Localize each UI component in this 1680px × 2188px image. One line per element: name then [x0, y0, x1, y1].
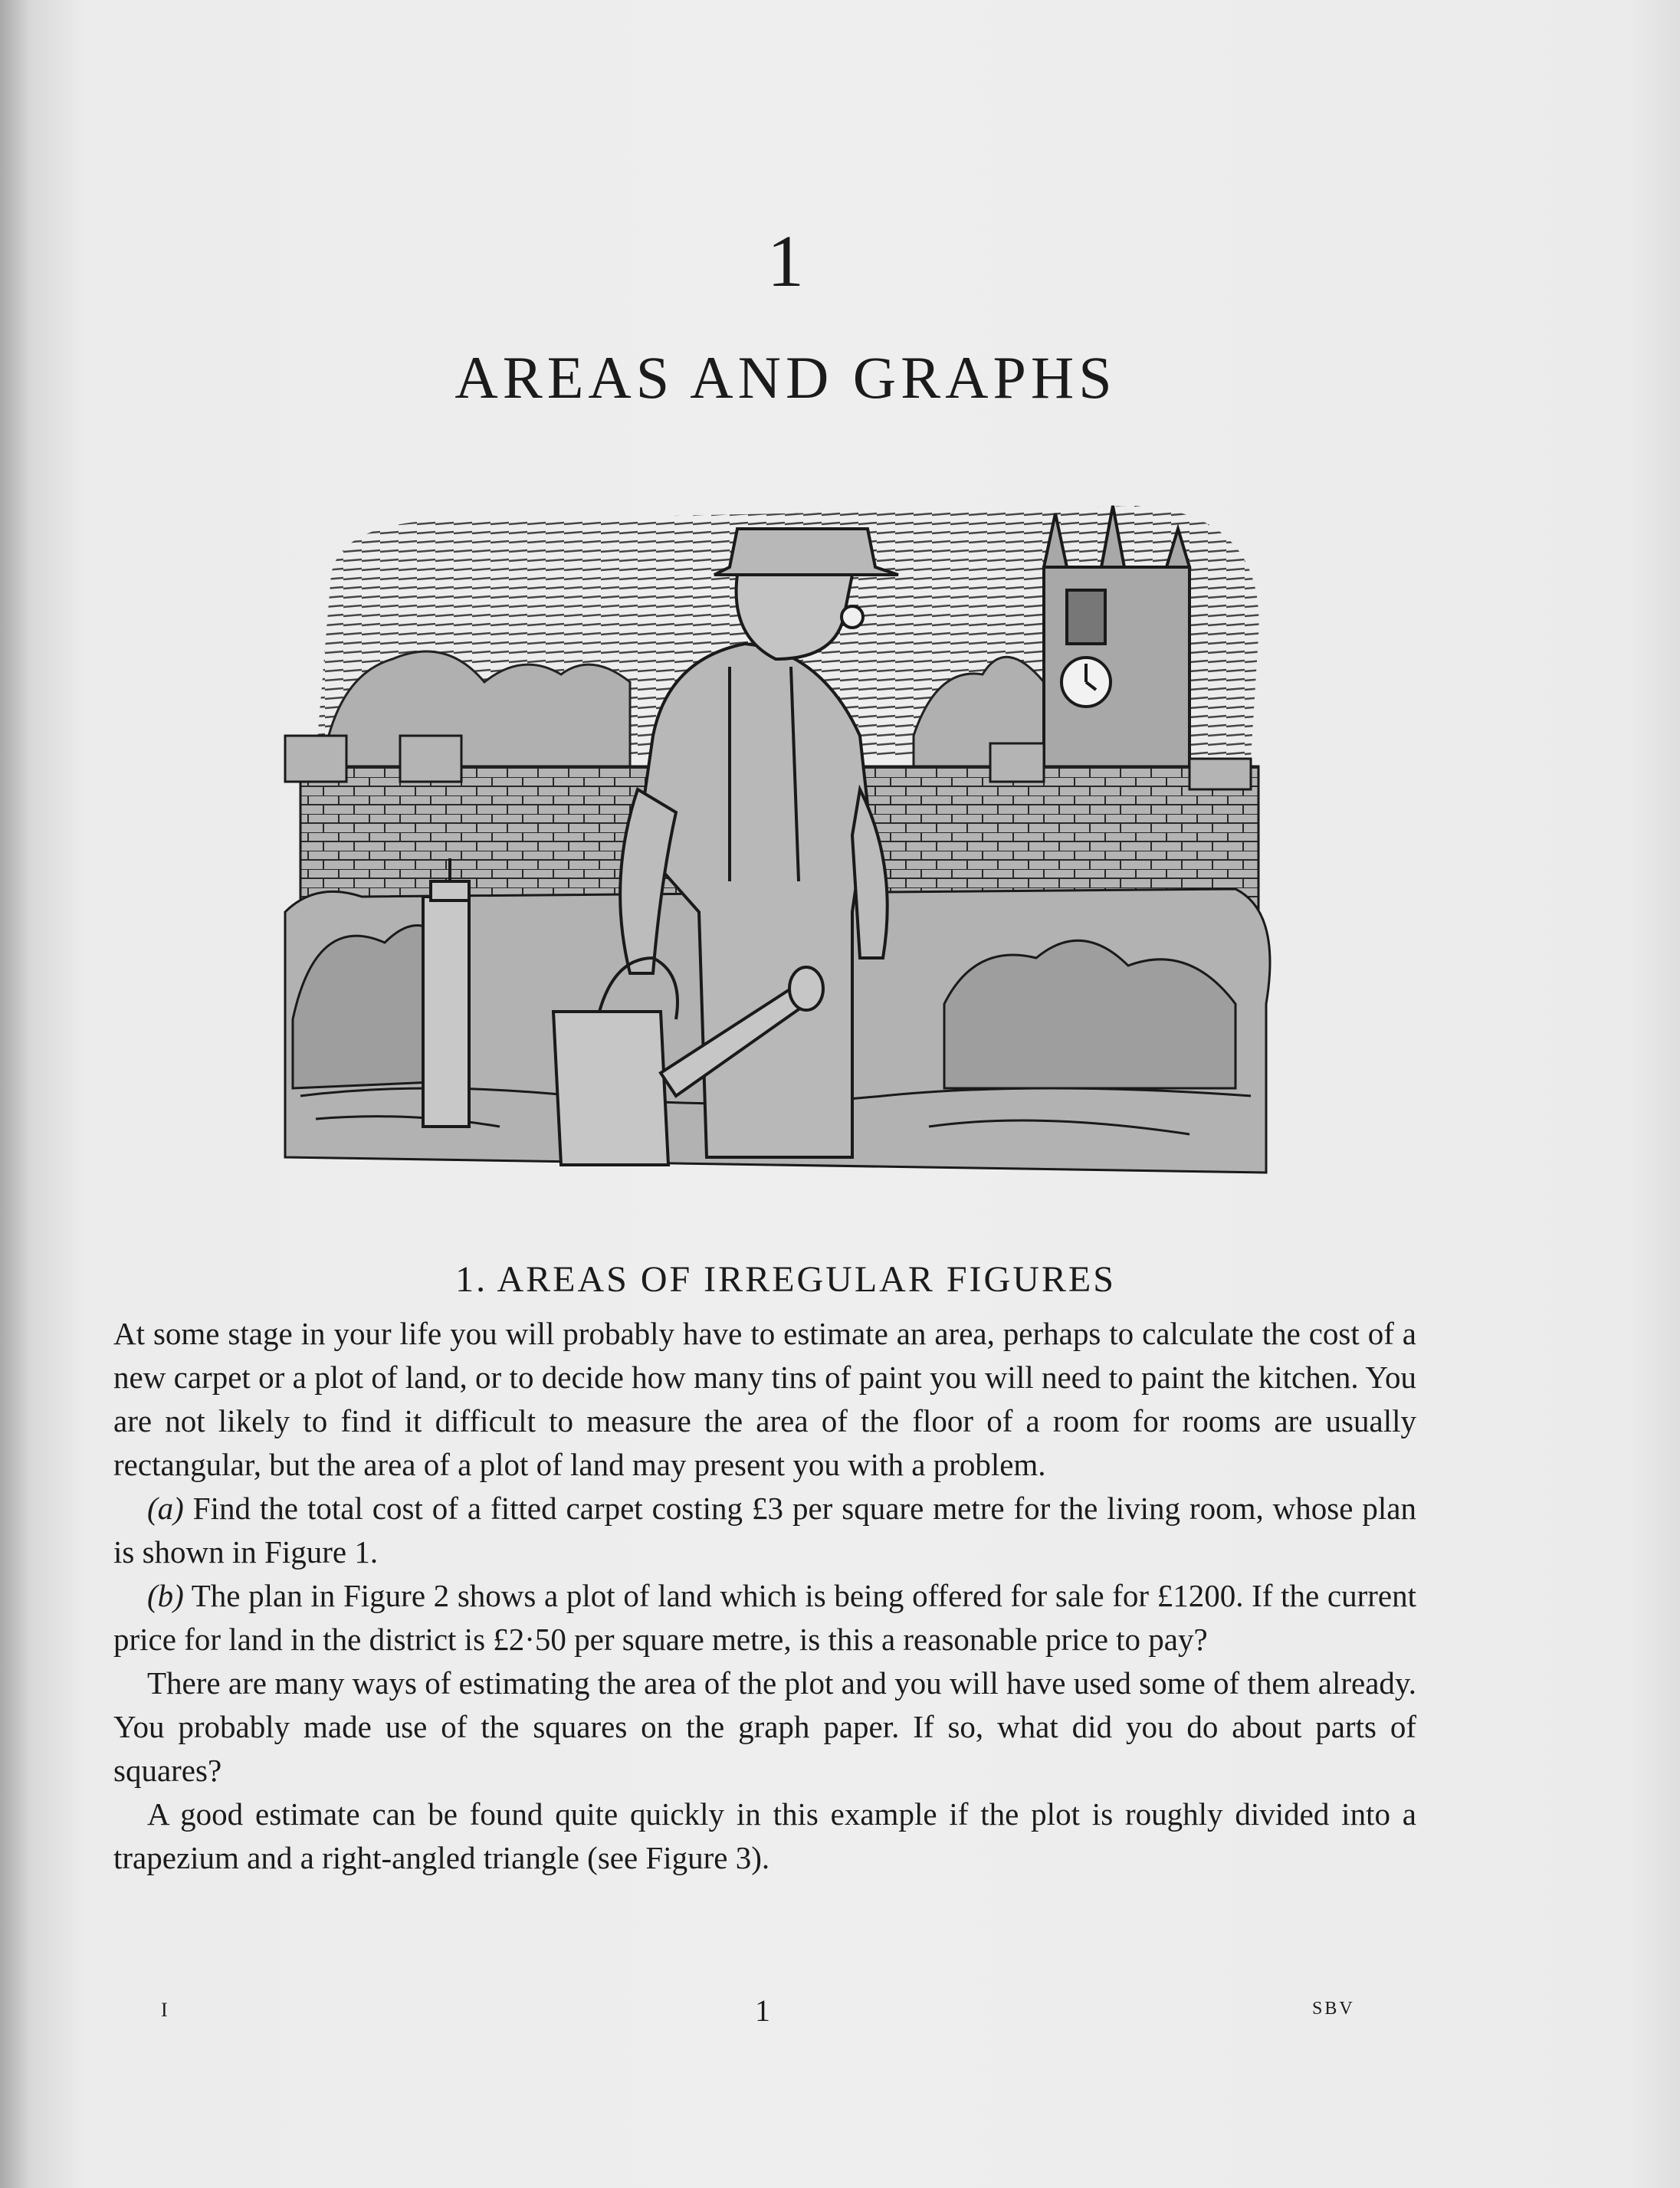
paragraph-intro: At some stage in your life you will probably have to estimate an area, perhaps to calculate the cost of a new carpet or a plot of land, or to decide how many tins of paint you will need to paint the kitchen. You are not likely to find it difficult to measure the area of the floor of a room for rooms are usually rectangular, but the area of a plot of land may present you with a problem. [113, 1316, 1416, 1482]
garden-tap [423, 858, 469, 1127]
body-text [113, 1312, 1416, 1880]
paragraph-question-b [113, 1574, 1416, 1662]
chapter-title: AREAS AND GRAPHS [454, 344, 1117, 411]
paragraph-estimating: There are many ways of estimating the area of the plot and you will have used some of them already. You probably made use of the squares on the graph paper. If so, what did you do about parts of squares? [113, 1665, 1416, 1788]
footer-code: SBV [1312, 1999, 1355, 2019]
question-b-text: The plan in Figure 2 shows a plot of land which is being offered for sale for £1200. If the current price for land in the district is £2·50 per square metre, is this a reasonable price to pay? [113, 1578, 1416, 1657]
footer-signature: I [161, 1999, 168, 2021]
paragraph-question-a [113, 1487, 1416, 1574]
page-number: 1 [755, 1993, 770, 2028]
question-a-label: (a) [147, 1491, 184, 1526]
question-a-text: Find the total cost of a fitted carpet costing £3 per square metre for the living room, whose plan is shown in Figure 1. [113, 1491, 1416, 1570]
paragraph-estimate: A good estimate can be found quite quickly in this example if the plot is roughly divided into a trapezium and a right-angled triangle (see Figure 3). [113, 1796, 1416, 1875]
section-heading: 1. AREAS OF IRREGULAR FIGURES [455, 1259, 1116, 1300]
gardener-illustration [270, 483, 1281, 1203]
question-b-label: (b) [147, 1578, 184, 1613]
chapter-number: 1 [767, 220, 804, 302]
